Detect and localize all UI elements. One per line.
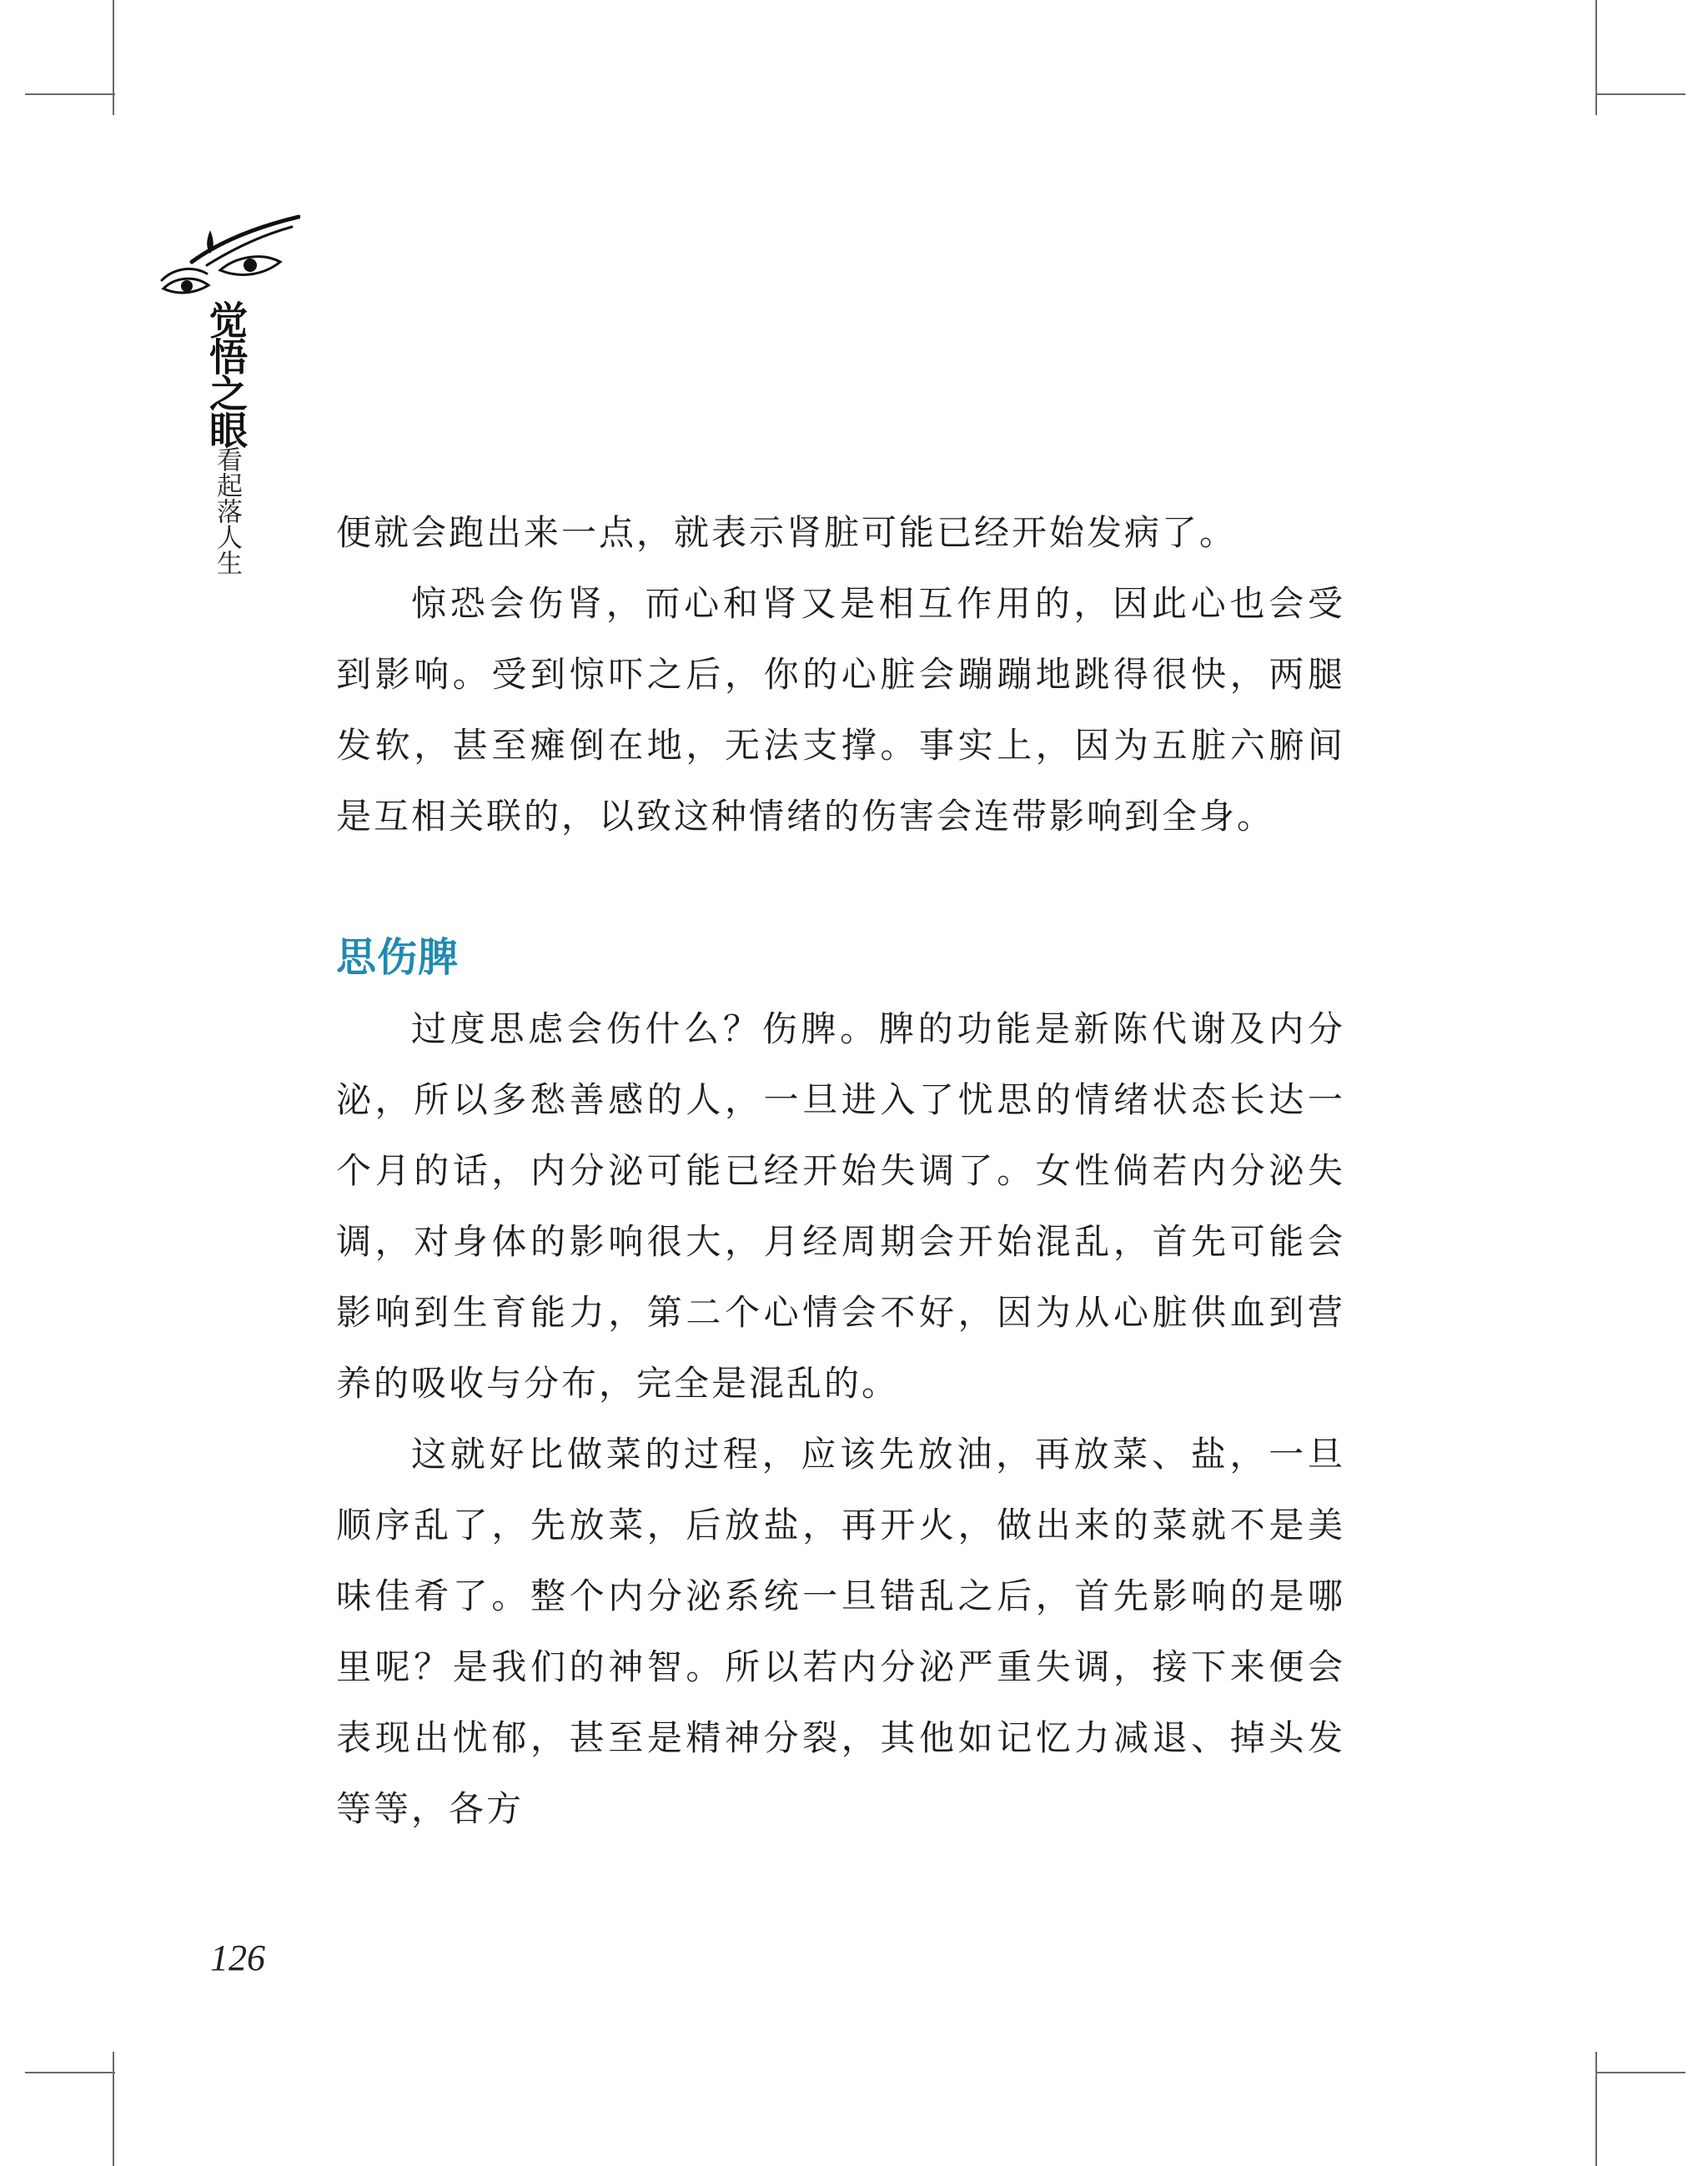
buddha-eyes-icon — [158, 210, 300, 304]
section-heading: 思伤脾 — [336, 934, 460, 981]
crop-mark — [1595, 93, 1685, 95]
paragraph: 惊恐会伤肾，而心和肾又是相互作用的，因此心也会受到影响。受到惊吓之后，你的心脏会蹦蹦地跳得很快，两腿发软，甚至瘫倒在地，无法支撑。事实上，因为五脏六腑间是互相关联的，以致这种情绪的伤害会连带影响到全身。 — [336, 583, 1345, 837]
crop-mark — [113, 0, 114, 115]
crop-mark — [1595, 0, 1597, 115]
page-number: 126 — [210, 1937, 265, 1978]
body-text — [336, 497, 1345, 1844]
crop-mark — [25, 2072, 115, 2073]
paragraph: 过度思虑会伤什么？伤脾。脾的功能是新陈代谢及内分泌，所以多愁善感的人，一旦进入了忧思的情绪状态长达一个月的话，内分泌可能已经开始失调了。女性倘若内分泌失调，对身体的影响很大，月经周期会开始混乱，首先可能会影响到生育能力，第二个心情会不好，因为从心脏供血到营养的吸收与分布，完全是混乱的。 — [336, 1008, 1345, 1404]
crop-mark — [25, 93, 115, 95]
series-title: 觉悟之眼 — [203, 300, 249, 447]
crop-mark — [1595, 2052, 1597, 2166]
paragraph: 这就好比做菜的过程，应该先放油，再放菜、盐，一旦顺序乱了，先放菜，后放盐，再开火，做出来的菜就不是美味佳肴了。整个内分泌系统一旦错乱之后，首先影响的是哪里呢？是我们的神智。所以若内分泌严重失调，接下来便会表现出忧郁，甚至是精神分裂，其他如记忆力减退、掉头发等等，各方 — [336, 1434, 1345, 1829]
paragraph: 便就会跑出来一点，就表示肾脏可能已经开始发病了。 — [336, 512, 1238, 553]
crop-mark — [113, 2052, 114, 2166]
series-subtitle: 看起落人生 — [212, 446, 242, 575]
crop-mark — [1595, 2072, 1685, 2073]
